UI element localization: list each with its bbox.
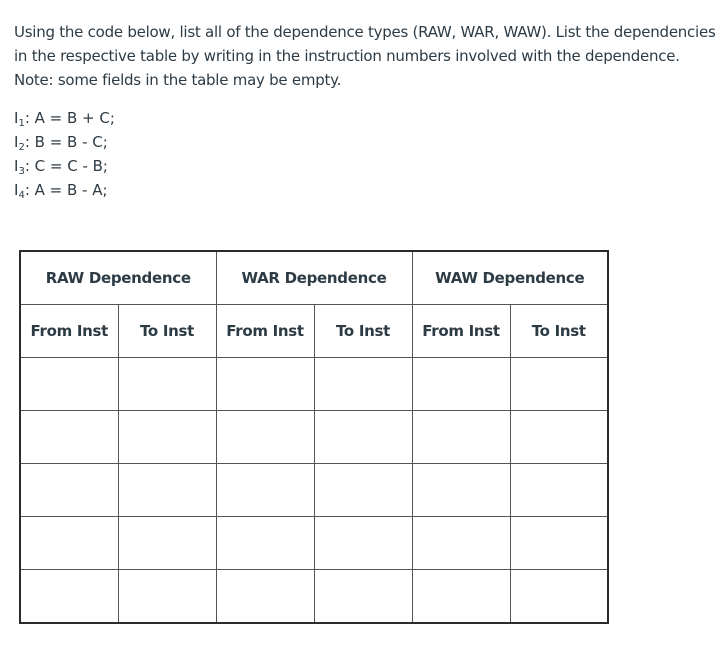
instruction-index: 2 (18, 142, 25, 153)
war-from-cell[interactable] (216, 570, 314, 623)
group-header-row (20, 251, 608, 304)
raw-to-cell[interactable] (118, 570, 216, 623)
instruction-label: I (14, 181, 19, 199)
war-to-cell[interactable] (314, 517, 412, 570)
waw-to-cell[interactable] (510, 410, 608, 463)
waw-to-inst-header: To Inst (510, 304, 608, 357)
war-from-cell[interactable] (216, 464, 314, 517)
table-row (20, 464, 608, 517)
raw-to-cell[interactable] (118, 517, 216, 570)
waw-from-cell[interactable] (412, 517, 510, 570)
waw-to-cell[interactable] (510, 464, 608, 517)
instruction-index: 4 (18, 190, 25, 201)
war-from-inst-header: From Inst (216, 304, 314, 357)
raw-dependence-header: RAW Dependence (20, 251, 216, 304)
instruction-label: I (14, 133, 19, 151)
war-to-cell[interactable] (314, 464, 412, 517)
waw-from-inst-header: From Inst (412, 304, 510, 357)
raw-from-cell[interactable] (20, 357, 118, 410)
raw-to-inst-header: To Inst (118, 304, 216, 357)
waw-from-cell[interactable] (412, 570, 510, 623)
instruction-index: 1 (18, 118, 25, 129)
war-to-inst-header: To Inst (314, 304, 412, 357)
raw-from-inst-header: From Inst (20, 304, 118, 357)
table-row (20, 357, 608, 410)
raw-to-cell[interactable] (118, 410, 216, 463)
war-dependence-header: WAR Dependence (216, 251, 412, 304)
instruction-code: : A = B - A; (24, 181, 108, 199)
raw-from-cell[interactable] (20, 464, 118, 517)
waw-from-cell[interactable] (412, 464, 510, 517)
instruction-index: 3 (18, 166, 25, 177)
waw-to-cell[interactable] (510, 517, 608, 570)
instruction-label: I (14, 109, 19, 127)
table-row (20, 570, 608, 623)
instruction-code: : B = B - C; (24, 133, 108, 151)
war-to-cell[interactable] (314, 570, 412, 623)
raw-from-cell[interactable] (20, 570, 118, 623)
waw-dependence-header: WAW Dependence (412, 251, 608, 304)
instruction-code: : C = C - B; (24, 157, 108, 175)
question-prompt: Using the code below, list all of the dependence types (RAW, WAR, WAW). List the dependencies in the respective table by writing in the instruction numbers involved with the dependence. Note: some fields in the table may be empty. (14, 23, 716, 89)
table-row (20, 410, 608, 463)
table-row (20, 517, 608, 570)
code-line (14, 154, 115, 178)
instruction-label: I (14, 157, 19, 175)
waw-to-cell[interactable] (510, 357, 608, 410)
instruction-code: : A = B + C; (24, 109, 115, 127)
war-from-cell[interactable] (216, 410, 314, 463)
code-line (14, 178, 115, 202)
column-header-row (20, 304, 608, 357)
dependence-table (19, 250, 609, 624)
waw-to-cell[interactable] (510, 570, 608, 623)
war-to-cell[interactable] (314, 410, 412, 463)
raw-to-cell[interactable] (118, 464, 216, 517)
raw-from-cell[interactable] (20, 517, 118, 570)
war-to-cell[interactable] (314, 357, 412, 410)
code-listing (14, 106, 115, 202)
war-from-cell[interactable] (216, 517, 314, 570)
code-line (14, 130, 115, 154)
raw-to-cell[interactable] (118, 357, 216, 410)
waw-from-cell[interactable] (412, 357, 510, 410)
waw-from-cell[interactable] (412, 410, 510, 463)
code-line (14, 106, 115, 130)
war-from-cell[interactable] (216, 357, 314, 410)
raw-from-cell[interactable] (20, 410, 118, 463)
